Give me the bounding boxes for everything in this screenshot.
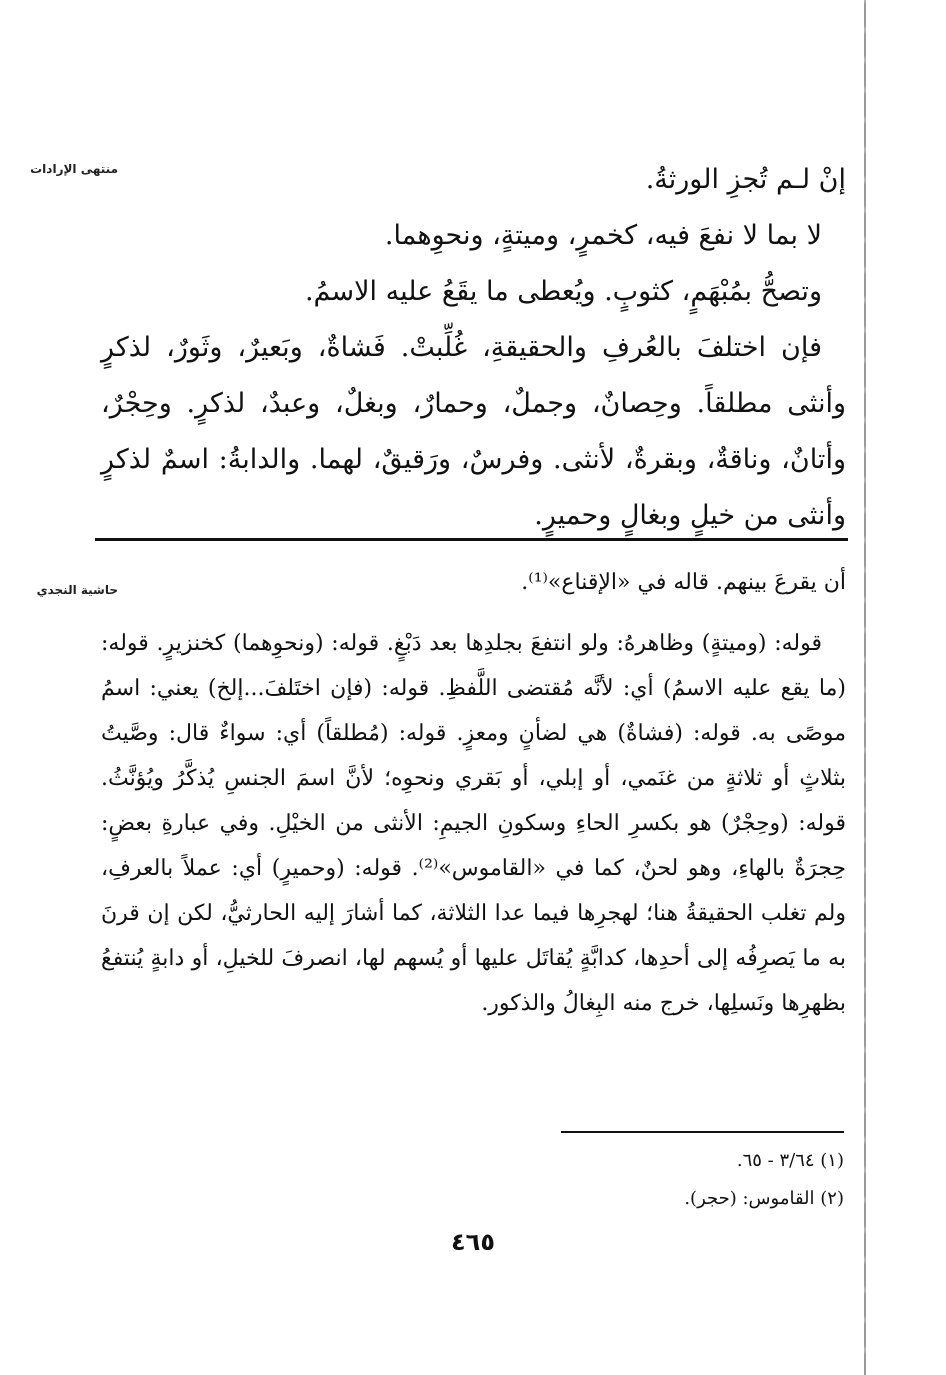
commentary-paragraph: قوله: (وميتةٍ) وظاهرهُ: ولو انتفعَ بجلدِها بعد دَبْغٍ. قوله: (ونحوِهما) كخنزيرٍ. قوله: (ما يقع عليه الاسمُ) أي: لأنَّه مُقتضى اللَّفظِ. قوله: (فإن اختَلفَ...إلخ) يعني: اسمُ موصًى به. قوله: (فشاةٌ) هي لضأنٍ ومعزٍ. قوله: (مُطلقاً) أي: سواءٌ قال: وصَّيتُ بثلاثٍ أو ثلاثةٍ من غنَمي، أو إبلي، أو بَقري ونحوِه؛ لأنَّ اسمَ الجنسِ يُذكَّرُ ويُؤنَّثُ. قوله: (وحِجْرٌ) هو بكسرِ الحاءِ وسكونِ الجيمِ: الأنثى من الخيْلِ. وفي عبارةِ بعضٍ: حِجرَةٌ بالهاءِ، وهو لحنٌ، كما في «القاموس»⁽²⁾. قوله: (وحميرٍ) أي: عملاً بالعرفِ، ولم تغلب الحقيقةُ هنا؛ لهجرِها فيما عدا الثلاثة، كما أشارَ إليه الحارثيُّ، لكن إن قرنَ به ما يَصرِفُه إلى أحدِها، كدابَّةٍ يُقاتَل عليها أو يُسهم لها، انصرفَ للخيلِ، أو دابةٍ يُنتفعُ بظهرِها ونَسلِها، خرج منه البِغالُ والذكور. — [101, 631, 846, 1016]
commentary-title-label: حاشية النجدي — [36, 583, 118, 597]
main-text-line: لا بما لا نفعَ فيه، كخمرٍ، وميتةٍ، ونحوِهما. — [384, 220, 822, 251]
commentary-intro: أن يقرعَ بينهم. قاله في «الإقناع»⁽¹⁾. — [521, 570, 846, 595]
book-title-label: منتهى الإرادات — [30, 162, 118, 176]
main-text-paragraph: فإن اختلفَ بالعُرفِ والحقيقةِ، غُلِّبتْ. فَشاةٌ، وبَعيرٌ، وثَورٌ، لذكرٍ وأنثى مطلقاً. وحِصانٌ، وجملٌ، وحمارٌ، وبغلٌ، وعبدٌ، لذكرٍ. وحِجْرٌ، وأتانٌ، وناقةٌ، وبقرةٌ، لأنثى. وفرسٌ، ورَقيقٌ، لهما. والدابةُ: اسمٌ لذكرٍ وأنثى من خيلٍ وبغالٍ وحميرٍ. — [101, 332, 846, 531]
footnote-separator — [561, 1131, 844, 1133]
main-text-line: إنْ لـم تُجزِ الورثةُ. — [645, 164, 846, 195]
scan-edge-dots — [864, 0, 866, 1375]
main-text-line: وتصحُّ بمُبْهَمٍ، كثوبٍ. ويُعطى ما يقَعُ عليه الاسمُ. — [304, 276, 822, 307]
page-number: ٤٦٥ — [451, 1228, 495, 1256]
commentary-block — [101, 560, 846, 1026]
footnotes-block — [344, 1142, 844, 1218]
footnote-1: (١) ٣/٦٤ - ٦٥. — [736, 1150, 844, 1171]
main-text-block — [101, 152, 846, 544]
footnote-2: (٢) القاموس: (حجر). — [684, 1188, 844, 1209]
section-separator — [95, 538, 848, 541]
